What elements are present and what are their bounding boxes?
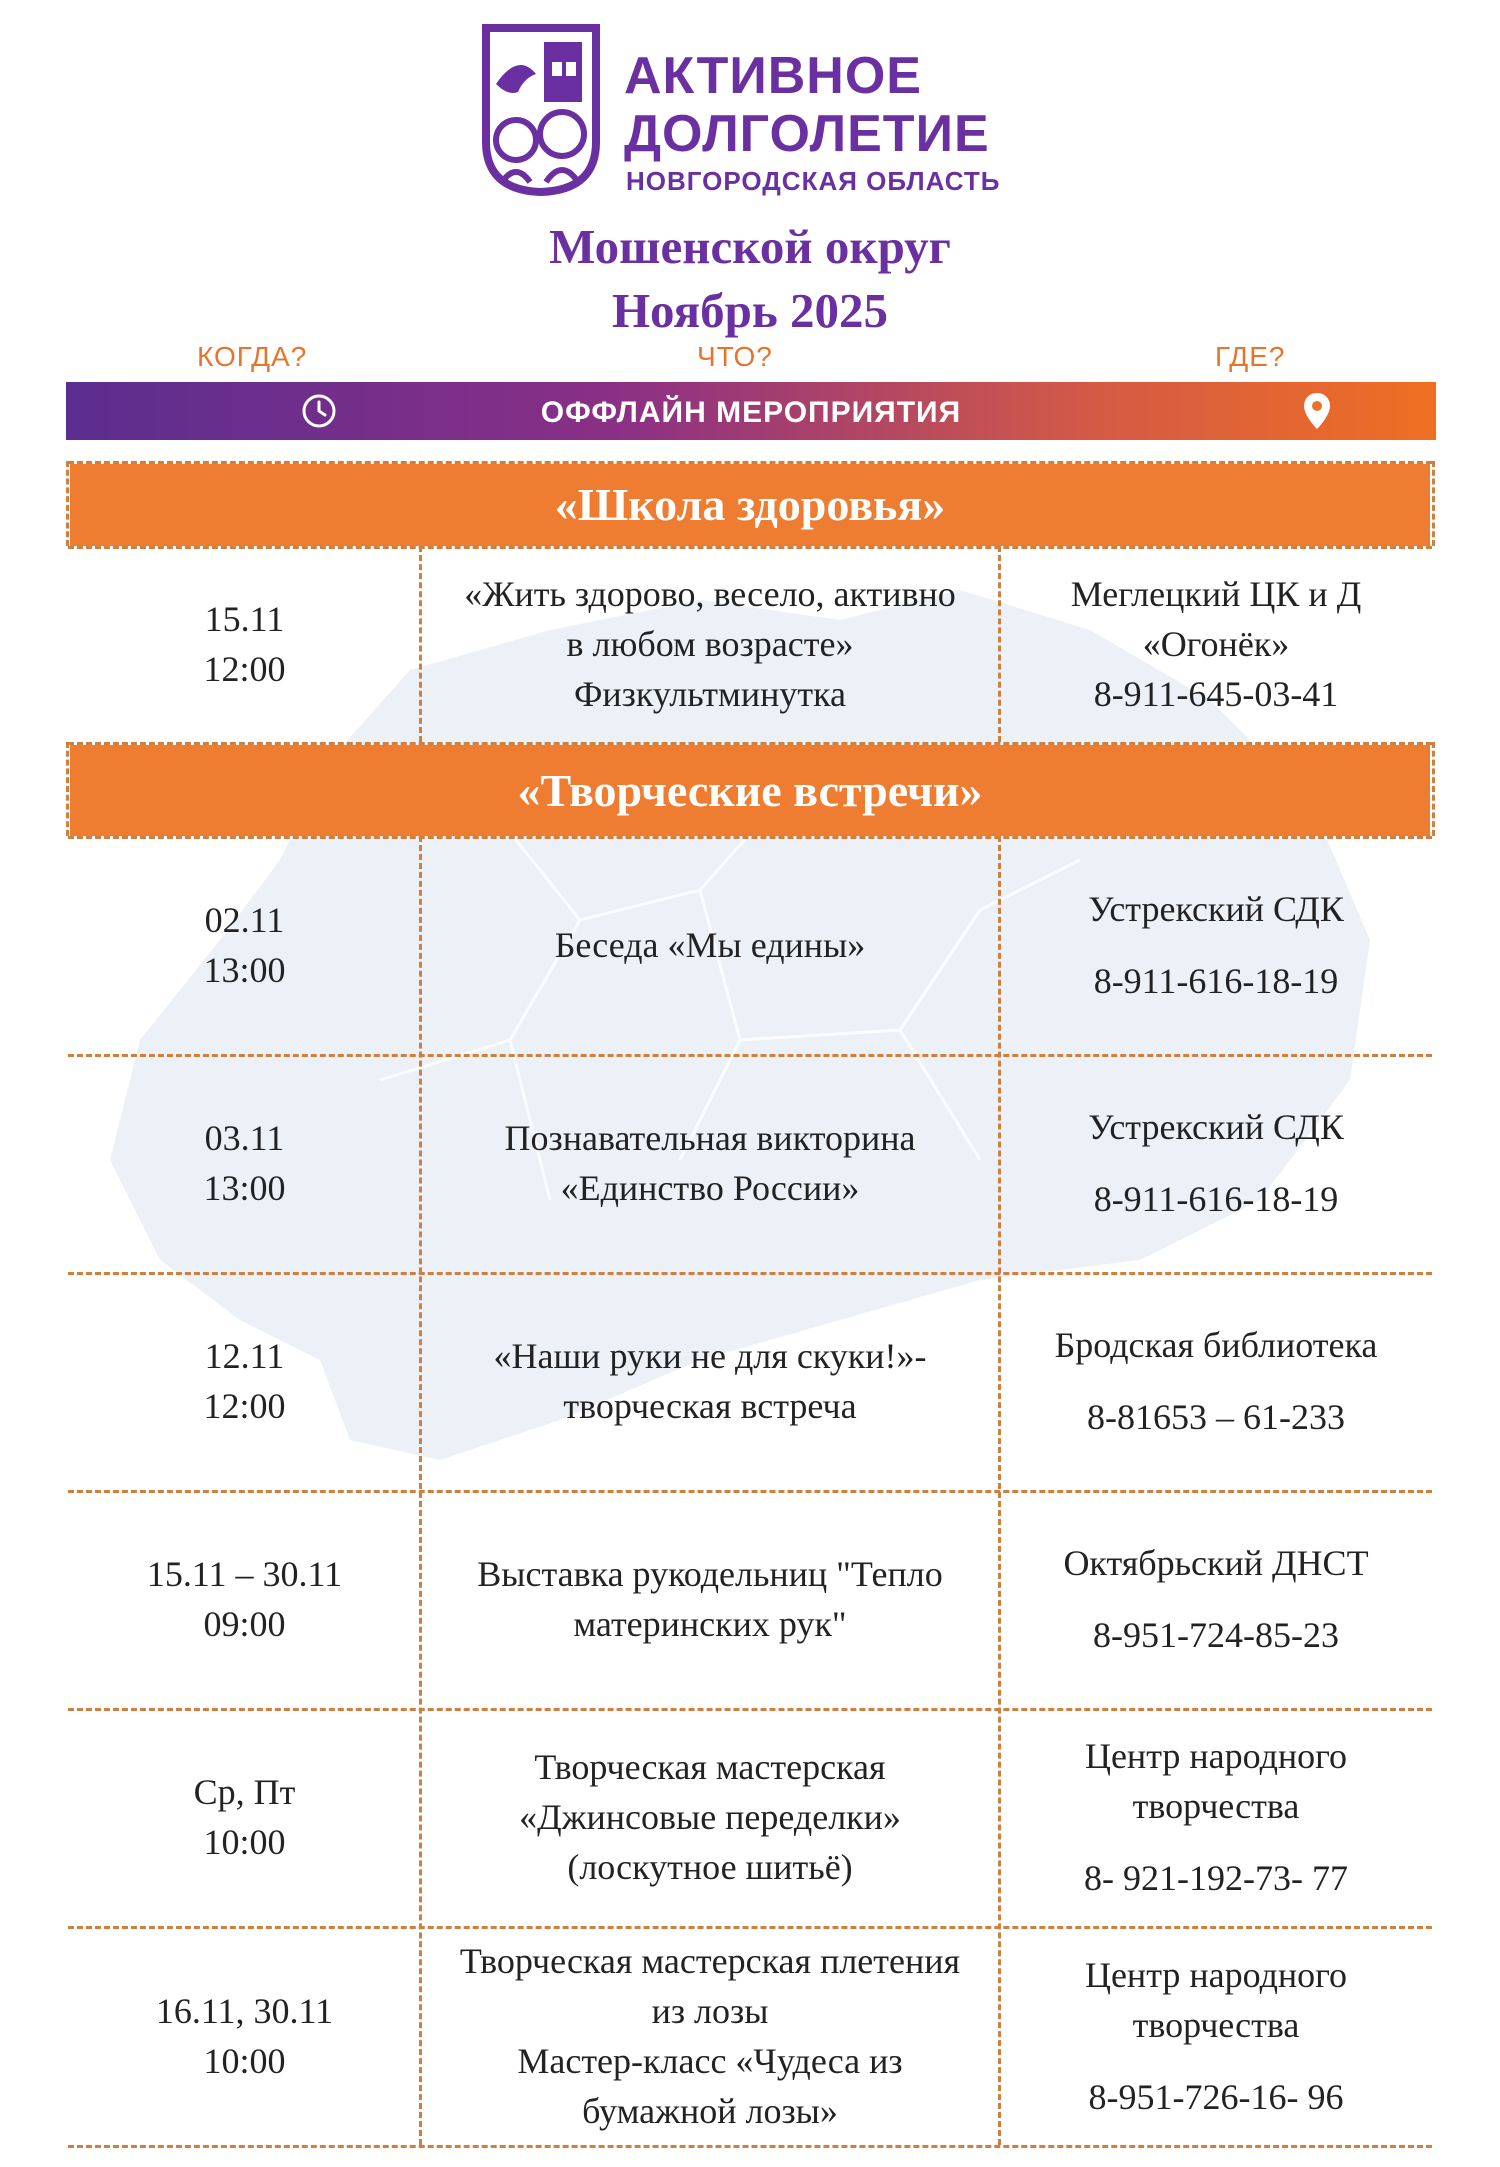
row-divider: [68, 2145, 1432, 2148]
event-what: [423, 1272, 997, 1490]
event-when: [72, 1272, 417, 1490]
logo-title-line2: ДОЛГОЛЕТИЕ: [624, 105, 990, 163]
event-phone: 8-951-724-85-23: [1093, 1615, 1339, 1655]
event-where: [1002, 546, 1430, 742]
column-divider: [998, 836, 1001, 2145]
when-label: КОГДА?: [197, 341, 308, 372]
event-where: [1002, 1708, 1430, 1926]
event-phone: 8-911-645-03-41: [1093, 674, 1339, 714]
event-place-line: Бродская библиотека: [1054, 1325, 1378, 1365]
event-desc-line: бумажной лозы»: [582, 2090, 838, 2131]
event-date: 15.11: [204, 599, 285, 639]
what-label: ЧТО?: [697, 341, 773, 372]
column-divider: [419, 546, 422, 742]
section-header-creative-meetings: [70, 745, 1430, 836]
event-place-line: Октябрьский ДНСТ: [1063, 1543, 1369, 1583]
event-time: 10:00: [203, 1822, 286, 1862]
event-desc-line: Беседа «Мы едины»: [554, 925, 866, 965]
event-date: 12.11: [204, 1336, 285, 1376]
event-desc-line: творческая встреча: [563, 1386, 857, 1426]
event-desc-line: Творческая мастерская: [534, 1747, 886, 1787]
logo-title-line1: АКТИВНОЕ: [624, 47, 922, 105]
event-date: Ср, Пт: [193, 1772, 296, 1812]
event-time: 13:00: [203, 1168, 286, 1208]
event-place-line: Устрекский СДК: [1088, 1107, 1344, 1147]
event-time: 12:00: [203, 1386, 286, 1426]
event-desc-line: «Единство России»: [560, 1168, 860, 1208]
event-where: [1002, 1272, 1430, 1490]
page-subtitle: Ноябрь 2025: [611, 283, 889, 338]
event-where: [1002, 1926, 1430, 2145]
event-desc-line: в любом возрасте»: [566, 624, 854, 664]
event-desc-line: «Жить здорово, весело, активно: [464, 574, 956, 614]
event-phone: 8-81653 – 61-233: [1087, 1397, 1345, 1437]
event-desc-line: Познавательная викторина: [504, 1118, 916, 1158]
column-divider: [66, 742, 69, 836]
event-where: [1002, 1054, 1430, 1272]
event-when: [72, 1490, 417, 1708]
section-title: «Творческие встречи»: [517, 765, 983, 816]
event-date: 16.11, 30.11: [155, 1990, 334, 2031]
event-desc-line: «Джинсовые переделки»: [519, 1797, 901, 1837]
event-time: 09:00: [203, 1604, 286, 1644]
event-time: 10:00: [203, 2040, 286, 2081]
logo-region: НОВГОРОДСКАЯ ОБЛАСТЬ: [626, 166, 1001, 196]
event-place-line: Меглецкий ЦК и Д: [1070, 574, 1362, 614]
event-place-line: творчества: [1132, 1786, 1300, 1826]
event-desc-line: (лоскутное шитьё): [567, 1847, 853, 1887]
event-when: [72, 1054, 417, 1272]
event-phone: 8-951-726-16- 96: [1088, 2076, 1344, 2117]
column-divider: [1432, 461, 1435, 546]
event-desc-line: Творческая мастерская плетения: [459, 1940, 961, 1981]
event-desc-line: материнских рук": [573, 1604, 847, 1644]
event-when: [72, 1708, 417, 1926]
event-what: [423, 1926, 997, 2145]
event-when: [72, 546, 417, 742]
event-phone: 8- 921-192-73- 77: [1084, 1858, 1348, 1898]
column-divider: [998, 546, 1001, 742]
section-header-health-school: [70, 464, 1430, 546]
event-time: 12:00: [203, 649, 286, 689]
event-place-line: творчества: [1132, 2004, 1300, 2045]
event-what: [423, 1490, 997, 1708]
event-what: [423, 836, 997, 1054]
page-title: Мошенской округ: [549, 219, 951, 274]
where-label: ГДЕ?: [1215, 341, 1286, 372]
event-place-line: Центр народного: [1084, 1954, 1348, 1995]
event-date: 15.11 – 30.11: [146, 1554, 343, 1594]
event-when: [72, 836, 417, 1054]
event-place-line: «Огонёк»: [1142, 624, 1290, 664]
event-desc-line: «Наши руки не для скуки!»-: [493, 1336, 927, 1376]
event-date: 03.11: [204, 1118, 285, 1158]
event-date: 02.11: [204, 900, 285, 940]
section-title: «Школа здоровья»: [554, 479, 946, 530]
column-divider: [419, 836, 422, 2145]
event-desc-line: из лозы: [651, 1990, 769, 2031]
band-label: ОФФЛАЙН МЕРОПРИЯТИЯ: [540, 396, 962, 429]
event-where: [1002, 1490, 1430, 1708]
column-divider: [1432, 742, 1435, 836]
event-place-line: Устрекский СДК: [1088, 889, 1344, 929]
event-desc-line: Выставка рукодельниц "Тепло: [477, 1554, 943, 1594]
event-desc-line: Физкультминутка: [573, 674, 847, 714]
column-divider: [66, 461, 69, 546]
event-place-line: Центр народного: [1084, 1736, 1348, 1776]
event-when: [72, 1926, 417, 2145]
event-time: 13:00: [203, 950, 286, 990]
event-what: [423, 1708, 997, 1926]
event-phone: 8-911-616-18-19: [1093, 1179, 1339, 1219]
event-what: [423, 1054, 997, 1272]
event-where: [1002, 836, 1430, 1054]
event-what: [423, 546, 997, 742]
event-desc-line: Мастер-класс «Чудеса из: [517, 2040, 903, 2081]
event-phone: 8-911-616-18-19: [1093, 961, 1339, 1001]
